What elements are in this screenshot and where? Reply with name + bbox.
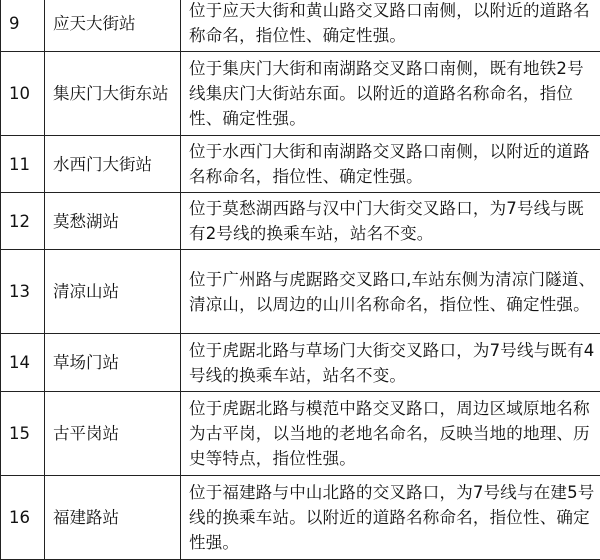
station-description: 位于虎踞北路与草场门大街交叉路口，为7号线与既有4号线的换乘车站，站名不变。 (181, 334, 600, 392)
station-description: 位于广州路与虎踞路交叉路口,车站东侧为清凉门隧道、清凉山，以周边的山川名称命名，指位性、确定性强。 (181, 250, 600, 334)
station-name: 应天大街站 (45, 0, 181, 52)
table-row (1, 476, 600, 560)
station-name: 清凉山站 (45, 250, 181, 334)
station-number: 10 (1, 52, 45, 136)
station-number: 15 (1, 392, 45, 476)
table-row (1, 334, 600, 392)
station-number: 11 (1, 136, 45, 193)
station-name: 福建路站 (45, 476, 181, 560)
station-name: 莫愁湖站 (45, 193, 181, 250)
station-number: 14 (1, 334, 45, 392)
station-description: 位于应天大街和黄山路交叉路口南侧，以附近的道路名称命名，指位性、确定性强。 (181, 0, 600, 52)
table-row (1, 136, 600, 193)
table-row (1, 0, 600, 52)
station-name: 草场门站 (45, 334, 181, 392)
station-name: 水西门大街站 (45, 136, 181, 193)
table-row (1, 250, 600, 334)
table-row (1, 392, 600, 476)
station-name: 古平岗站 (45, 392, 181, 476)
table-row (1, 193, 600, 250)
table-row (1, 52, 600, 136)
station-name: 集庆门大街东站 (45, 52, 181, 136)
station-description: 位于集庆门大街和南湖路交叉路口南侧，既有地铁2号线集庆门大街站东面。以附近的道路名称命名，指位性、确定性强。 (181, 52, 600, 136)
station-description: 位于水西门大街和南湖路交叉路口南侧，以附近的道路名称命名，指位性、确定性强。 (181, 136, 600, 193)
station-description: 位于莫愁湖西路与汉中门大街交叉路口，为7号线与既有2号线的换乘车站，站名不变。 (181, 193, 600, 250)
station-number: 13 (1, 250, 45, 334)
station-description: 位于福建路与中山北路的交叉路口，为7号线与在建5号线的换乘车站。以附近的道路名称命名，指位性、确定性强。 (181, 476, 600, 560)
station-number: 16 (1, 476, 45, 560)
station-number: 9 (1, 0, 45, 52)
station-description: 位于虎踞北路与模范中路交叉路口，周边区域原地名称为古平岗，以当地的老地名命名，反映当地的地理、历史等特点，指位性强。 (181, 392, 600, 476)
station-number: 12 (1, 193, 45, 250)
